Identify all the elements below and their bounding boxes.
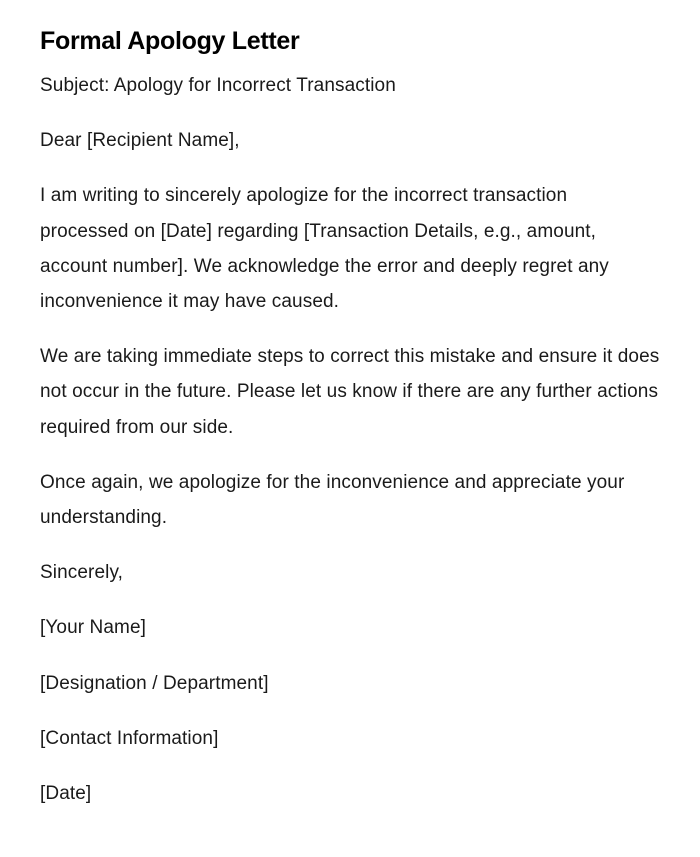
- letter-closing: Sincerely,: [40, 562, 124, 584]
- letter-paragraph-1: I am writing to sincerely apologize for the incorrect transaction processed on [Date] regarding [Transaction Details, e.g., amount, account number]. We acknowledge the error and deeply regret any inconvenience it may have caused.: [40, 185, 609, 313]
- letter-salutation: Dear [Recipient Name],: [40, 130, 240, 152]
- signature-designation: [Designation / Department]: [40, 672, 269, 694]
- letter-title: Formal Apology Letter: [40, 27, 300, 55]
- letter-paragraph-3: Once again, we apologize for the inconvenience and appreciate your understanding.: [40, 471, 625, 529]
- signature-contact: [Contact Information]: [40, 727, 219, 749]
- signature-name: [Your Name]: [40, 617, 147, 639]
- signature-date: [Date]: [40, 783, 92, 805]
- letter-paragraph-2: We are taking immediate steps to correct this mistake and ensure it does not occur in the future. Please let us know if there are any further actions required from our side.: [40, 346, 660, 438]
- letter-subject: Subject: Apology for Incorrect Transaction: [40, 75, 396, 96]
